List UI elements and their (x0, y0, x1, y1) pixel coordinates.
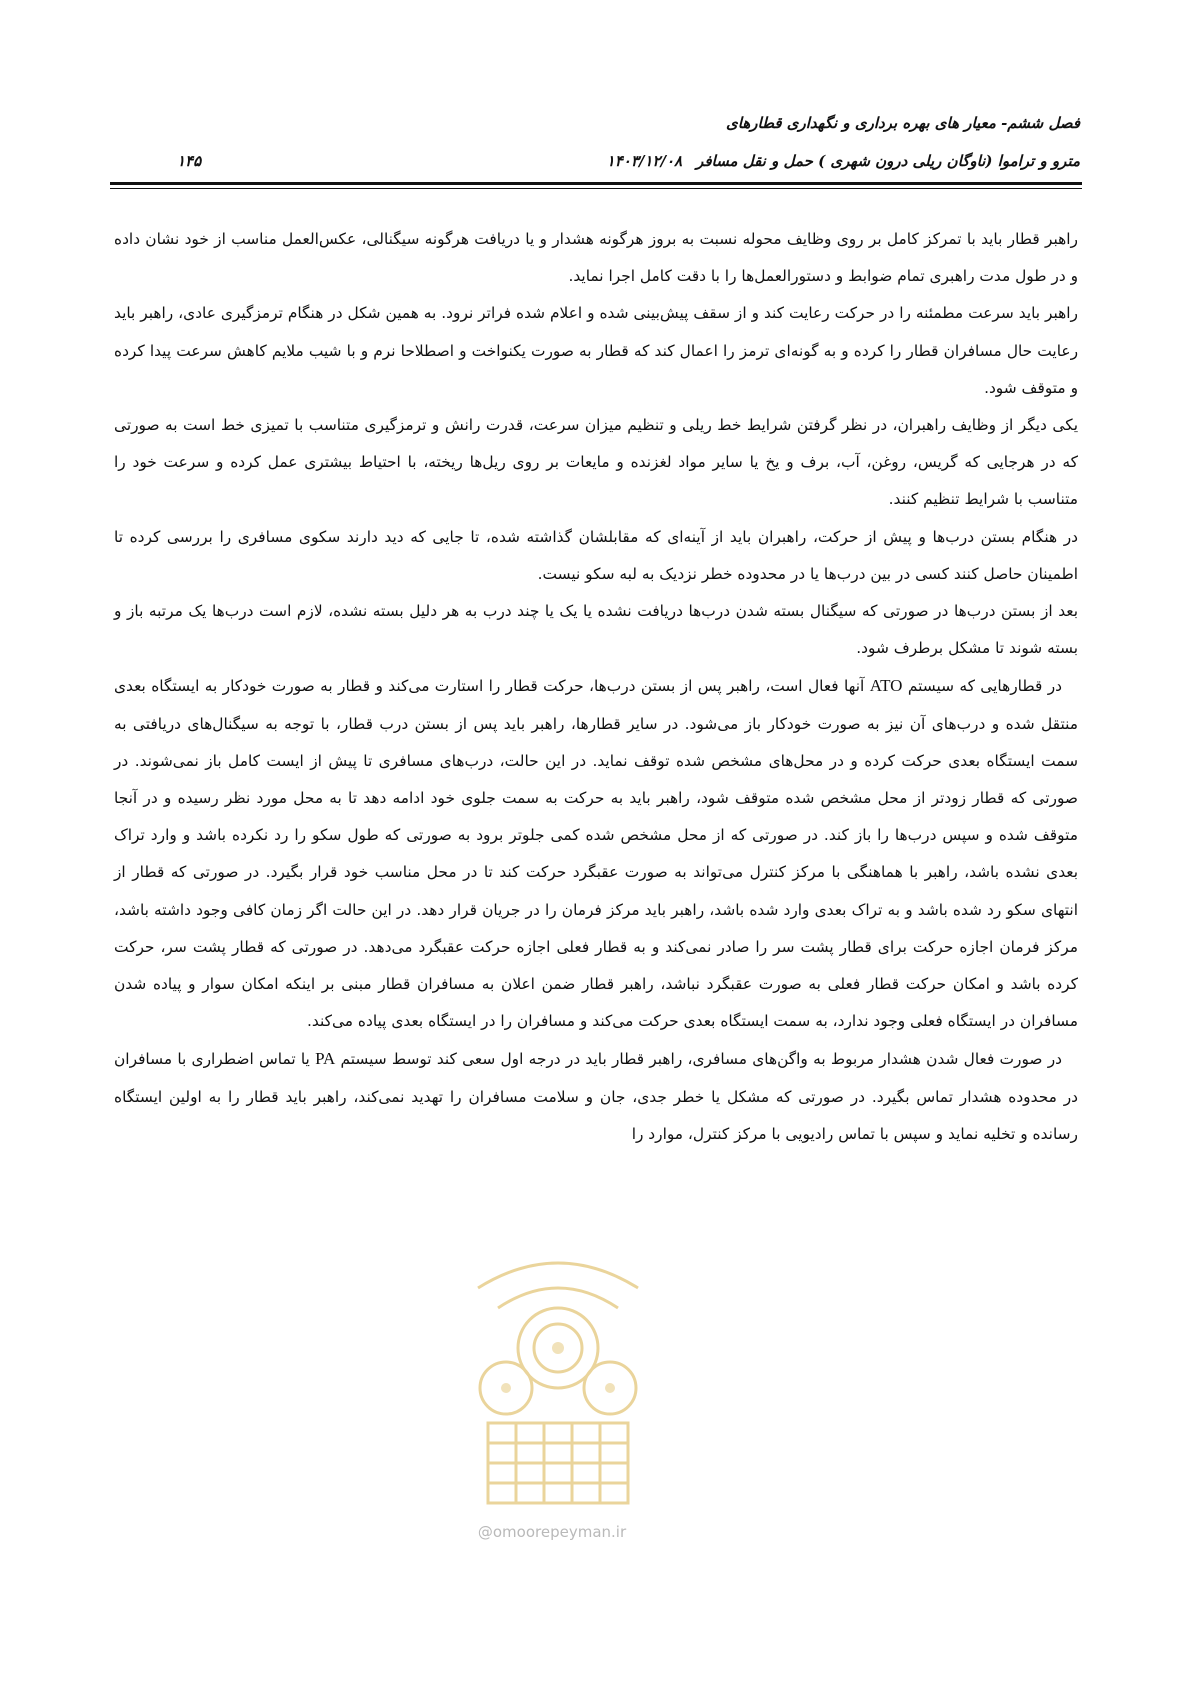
pa-term: PA (315, 1049, 336, 1069)
paragraph-6-rest: آنها فعال است، راهبر پس از بستن درب‌ها، حرکت قطار را استارت می‌کند و قطار به صورت خودکار به ایستگاه بعدی منتقل شده و درب‌های آن نیز به صورت خودکار باز می‌شود. در سایر قطارها، راهبر باید پس از بستن درب قطار، با توجه به سیگنال‌های دریافتی به سمت ایستگاه بعدی حرکت کرده و در محل‌های مشخص شده توقف نماید. در این حالت، درب‌های مسافری تا پیش از ایست کامل باز نمی‌شوند. در صورتی که قطار زودتر از محل مشخص شده متوقف شود، راهبر باید به حرکت به سمت جلوی خود ادامه دهد تا به محل مورد نظر رسیده و در آنجا متوقف شده و سپس درب‌ها را باز کند. در صورتی که از محل مشخص شده کمی جلوتر برود به صورتی که طول سکو را رد نکرده باشد و وارد تراک بعدی نشده باشد، راهبر با هماهنگی با مرکز کنترل می‌تواند به صورت عقبگرد حرکت کند تا در محل مناسب خود قرار بگیرد. در صورتی که قطار از انتهای سکو رد شده باشد و به تراک بعدی وارد شده باشد، راهبر باید مرکز فرمان را در جریان قرار دهد. در این حالت اگر زمان کافی وجود داشته باشد، مرکز فرمان اجازه حرکت برای قطار پشت سر را صادر نمی‌کند و به قطار فعلی اجازه حرکت عقبگرد می‌دهد. در صورتی که قطار پشت سر، حرکت کرده باشد و امکان حرکت قطار فعلی به صورت عقبگرد نباشد، راهبر قطار ضمن اعلان به مسافران قطار مبنی بر اینکه امکان سوار و پیاده شدن مسافران در ایستگاه فعلی وجود ندارد، به سمت ایستگاه بعدی حرکت می‌کند و مسافران را در ایستگاه بعدی پیاده می‌کند. (114, 677, 1078, 1031)
paragraph-3: یکی دیگر از وظایف راهبران، در نظر گرفتن شرایط خط ریلی و تنظیم میزان سرعت، قدرت رانش و ترمزگیری متناسب با تمیزی خط است به صورتی که در هرجایی که گریس، روغن، آب، برف و یخ یا سایر مواد لغزنده و مایعات بر روی ریل‌ها ریخته، با احتیاط بیشتری عمل کرده و سرعت خود را متناسب با شرایط تنظیم کنند. (114, 416, 1078, 509)
watermark-logo-icon (458, 1248, 658, 1513)
paragraph-7-start: در صورت فعال شدن هشدار مربوط به واگن‌های مسافری، راهبر قطار باید در درجه اول سعی کند توسط سیستم (335, 1050, 1062, 1069)
paragraph-4: در هنگام بستن درب‌ها و پیش از حرکت، راهبران باید از آینه‌ای که مقابلشان گذاشته شده، تا جایی که دید دارند سکوی مسافری را بررسی کرده تا اطمینان حاصل کنند کسی در بین درب‌ها یا در محدوده خطر نزدیک به لبه سکو نیست. (114, 527, 1078, 583)
header-date: ۱۴۰۳/۱۲/۰۸ (606, 152, 683, 170)
paragraph-7-rest: یا تماس اضطراری با مسافران در محدوده هشدار تماس بگیرد. در صورتی که مشکل یا خطر جدی، جان و سلامت مسافران را تهدید نمی‌کند، راهبر باید قطار را به اولین ایستگاه رسانده و تخلیه نماید و سپس با تماس رادیویی با مرکز کنترل، موارد را (114, 1050, 1078, 1143)
header-rule-thick (110, 182, 1082, 185)
paragraph-1: راهبر قطار باید با تمرکز کامل بر روی وظایف محوله نسبت به بروز هرگونه هشدار و یا دریافت هرگونه سیگنالی، عکس‌العمل مناسب از خود نشان داده و در طول مدت راهبری تمام ضوابط و دستورالعمل‌ها را با دقت کامل اجرا نماید. (114, 230, 1078, 286)
page-number: ۱۴۵ (177, 152, 202, 170)
page-header (177, 112, 1080, 192)
header-subtitle: مترو و تراموا (ناوگان ریلی درون شهری ) حمل و نقل مسافر (696, 152, 1080, 170)
header-rule-thin (110, 188, 1082, 189)
paragraph-5: بعد از بستن درب‌ها در صورتی که سیگنال بسته شدن درب‌ها دریافت نشده یا یک یا چند درب به هر دلیل بسته نشده، لازم است درب‌ها یک مرتبه باز و بسته شوند تا مشکل برطرف شود. (114, 602, 1078, 658)
body-text (114, 221, 1078, 1153)
ato-term: ATO (869, 676, 903, 696)
chapter-title: فصل ششم- معیار های بهره برداری و نگهداری قطارهای (726, 114, 1080, 132)
paragraph-6-start: در قطارهایی که سیستم (902, 677, 1062, 696)
paragraph-7 (114, 1040, 1078, 1153)
watermark-site: @omoorepeyman.ir (477, 1523, 627, 1541)
paragraph-6 (114, 667, 1078, 1040)
paragraph-2: راهبر باید سرعت مطمئنه را در حرکت رعایت کند و از سقف پیش‌بینی شده و اعلام شده فراتر نرود. به همین شکل در هنگام ترمزگیری عادی، راهبر باید رعایت حال مسافران قطار را کرده و به گونه‌ای ترمز را اعمال کند که قطار به صورت یکنواخت و اصطلاحا نرم و با شیب ملایم کاهش سرعت پیدا کرده و متوقف شود. (114, 304, 1078, 397)
header-subtitle-line (607, 150, 1080, 172)
